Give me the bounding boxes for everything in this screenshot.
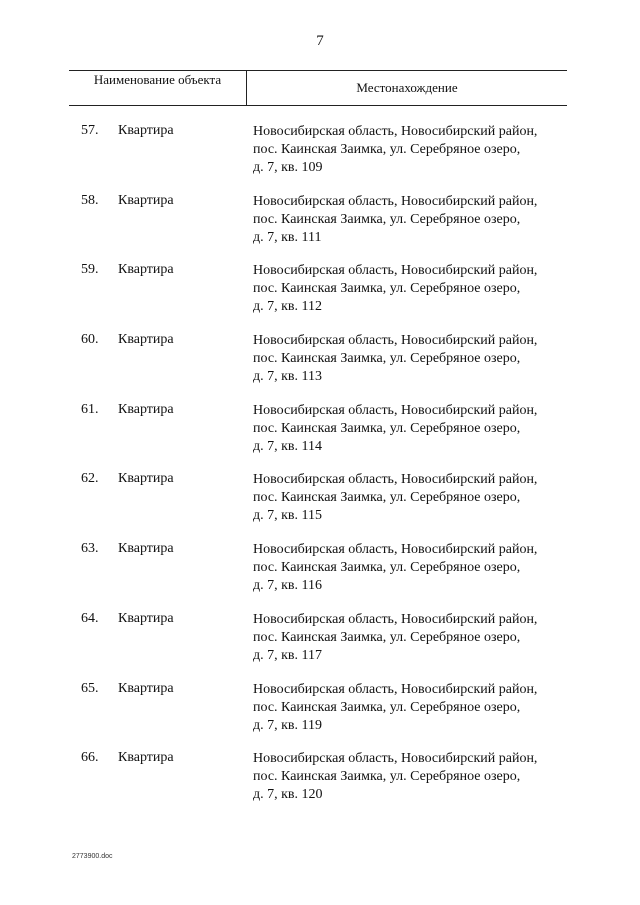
location (253, 611, 537, 665)
table-row (0, 190, 640, 260)
location-line: пос. Каинская Заимка, ул. Серебряное озеро, (253, 420, 521, 436)
object-name: Квартира (118, 471, 174, 487)
header-location: Местонахождение (356, 80, 458, 95)
location-line: Новосибирская область, Новосибирский район, (253, 124, 538, 139)
object-name: Квартира (118, 680, 174, 696)
location-line: Новосибирская область, Новосибирский район, (253, 611, 538, 627)
location-line: д. 7, кв. 115 (253, 508, 323, 524)
location (253, 541, 537, 595)
row-number: 57. (81, 123, 99, 138)
location-line: Новосибирская область, Новосибирский район, (253, 472, 538, 488)
table-row (0, 468, 640, 538)
location (253, 262, 537, 316)
location-line: Новосибирская область, Новосибирский район, (253, 333, 538, 349)
location (253, 193, 537, 247)
location-line: пос. Каинская Заимка, ул. Серебряное озеро, (253, 629, 521, 645)
location-line: д. 7, кв. 114 (253, 438, 323, 454)
row-number: 60. (81, 332, 99, 348)
object-name: Квартира (118, 332, 174, 348)
location-line: Новосибирская область, Новосибирский район, (253, 542, 538, 558)
row-number: 63. (81, 541, 99, 557)
object-name: Квартира (118, 123, 174, 138)
object-name: Квартира (118, 750, 174, 766)
file-name-footer: 2773900.doc (72, 853, 113, 860)
location (253, 750, 537, 804)
location-line: д. 7, кв. 119 (253, 717, 323, 733)
location-line: Новосибирская область, Новосибирский район, (253, 263, 538, 279)
object-name: Квартира (118, 541, 174, 557)
object-name: Квартира (118, 401, 174, 417)
location-line: пос. Каинская Заимка, ул. Серебряное озеро, (253, 560, 521, 576)
row-number: 66. (81, 750, 99, 766)
table-row (0, 538, 640, 608)
location-line: Новосибирская область, Новосибирский район, (253, 681, 538, 697)
object-name: Квартира (118, 610, 174, 626)
table-row (0, 678, 640, 748)
table-row (0, 608, 640, 678)
page-number: 7 (316, 33, 324, 49)
table-header (69, 70, 567, 106)
location (253, 471, 537, 525)
object-name: Квартира (118, 192, 174, 208)
row-number: 58. (81, 192, 99, 208)
header-object-name: Наименование объекта (93, 72, 222, 87)
table-row (0, 329, 640, 399)
table-row (0, 259, 640, 329)
location (253, 681, 537, 735)
location (253, 332, 537, 386)
location-line: Новосибирская область, Новосибирский район, (253, 751, 538, 767)
location (253, 123, 537, 177)
table-row (0, 399, 640, 469)
location-line: пос. Каинская Заимка, ул. Серебряное озеро, (253, 211, 521, 227)
location-line: пос. Каинская Заимка, ул. Серебряное озеро, (253, 490, 521, 506)
location-line: д. 7, кв. 120 (253, 787, 323, 803)
location-line: пос. Каинская Заимка, ул. Серебряное озеро, (253, 769, 521, 785)
table-body (0, 120, 640, 817)
row-number: 65. (81, 680, 99, 696)
location-line: д. 7, кв. 116 (253, 578, 323, 594)
table-row (0, 747, 640, 817)
location-line: пос. Каинская Заимка, ул. Серебряное озеро, (253, 281, 521, 297)
location-line: пос. Каинская Заимка, ул. Серебряное озеро, (253, 351, 521, 367)
row-number: 59. (81, 262, 99, 278)
row-number: 62. (81, 471, 99, 487)
row-number: 61. (81, 401, 99, 417)
location-line: Новосибирская область, Новосибирский район, (253, 402, 538, 418)
location-line: Новосибирская область, Новосибирский район, (253, 193, 538, 209)
location-line: д. 7, кв. 113 (253, 369, 323, 385)
location (253, 402, 537, 456)
object-name: Квартира (118, 262, 174, 278)
location-line: пос. Каинская Заимка, ул. Серебряное озеро, (253, 142, 521, 157)
location-line: пос. Каинская Заимка, ул. Серебряное озеро, (253, 699, 521, 715)
location-line: д. 7, кв. 117 (253, 647, 323, 663)
location-line: д. 7, кв. 109 (253, 160, 323, 175)
location-line: д. 7, кв. 112 (253, 299, 323, 315)
row-number: 64. (81, 610, 99, 626)
location-line: д. 7, кв. 111 (253, 229, 322, 245)
table-row (0, 120, 640, 190)
